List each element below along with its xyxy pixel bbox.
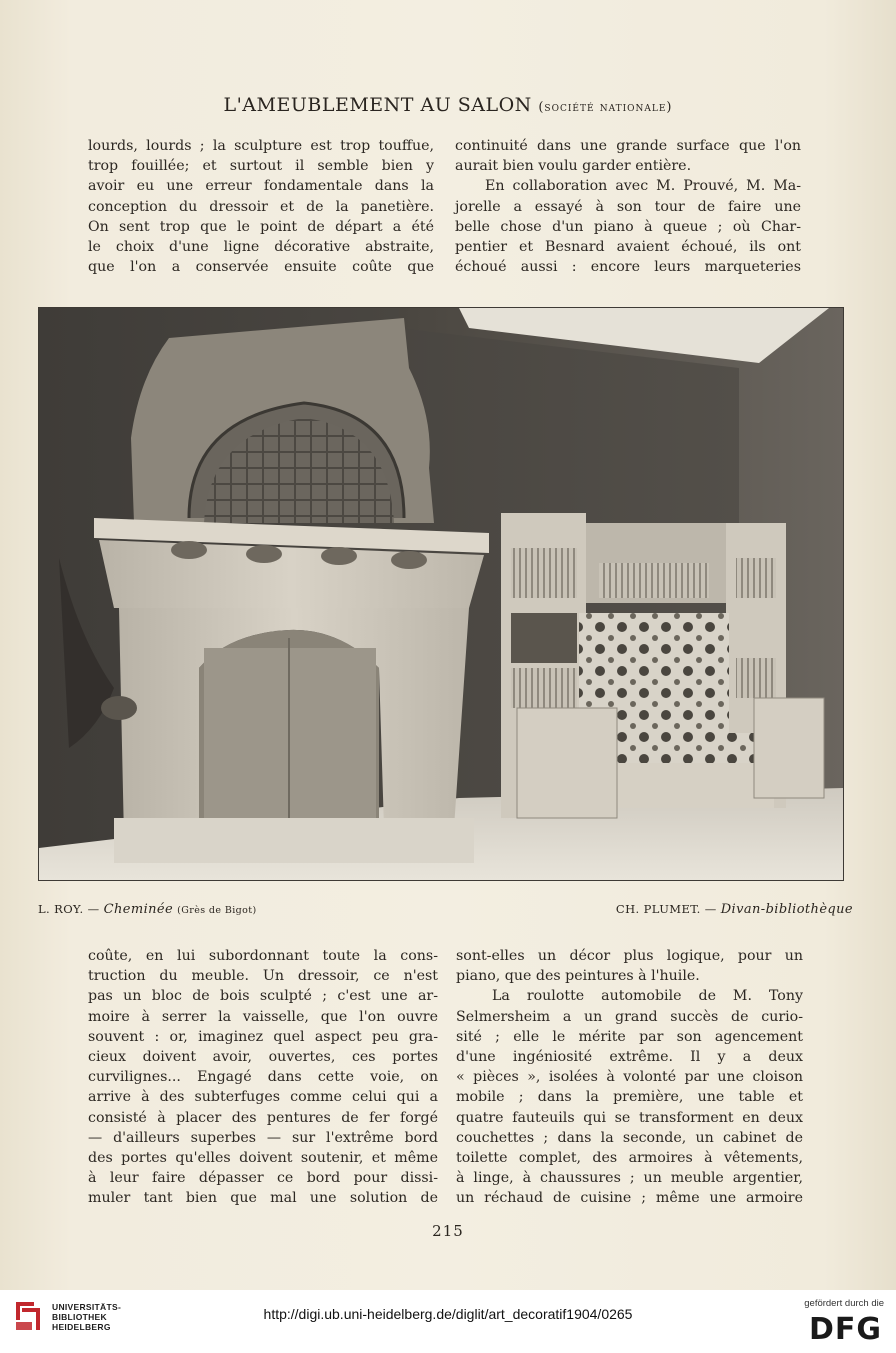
- running-head-title: L'AMEUBLEMENT AU SALON: [223, 94, 532, 116]
- text-line: cieux doivent avoir, ouvertes, ces portes: [88, 1049, 438, 1066]
- text-line: jorelle a essayé à son tour de faire une: [455, 198, 801, 215]
- text-line: On sent trop que le point de départ a été: [88, 218, 434, 235]
- text-line: sont-elles un décor plus logique, pour un: [456, 948, 803, 964]
- text-line: un réchaud de cuisine ; même une armoire: [456, 1190, 803, 1207]
- text-line: muler tant bien que mal une solution de: [88, 1190, 438, 1207]
- library-name-line: HEIDELBERG: [52, 1322, 111, 1332]
- text-line: à linge, à chaussures ; un meuble argentier,: [456, 1170, 803, 1187]
- text-line: que l'on a conservée ensuite coûte que: [88, 259, 434, 276]
- caption-left-note: (Grès de Bigot): [177, 905, 257, 916]
- digitization-footer: [0, 1290, 896, 1353]
- caption-right: [616, 902, 853, 917]
- text-line: couchettes ; dans la seconde, un cabinet de: [456, 1129, 803, 1146]
- dfg-logo: DFG: [808, 1312, 882, 1347]
- text-line: d'une ingéniosité extrême. Il y a deux: [456, 1049, 803, 1066]
- caption-left: [38, 902, 257, 917]
- running-head: [0, 94, 896, 116]
- text-line: à leur faire dépasser ce bord pour dissi-: [88, 1170, 438, 1187]
- text-line: curvilignes... Engagé dans cette voie, on: [88, 1069, 438, 1086]
- text-line: souvent : or, imaginez quel aspect peu gra-: [88, 1028, 438, 1045]
- text-line: Selmersheim a un grand succès de curio-: [456, 1008, 803, 1025]
- text-line: moire à serrer la vaisselle, que l'on ouvre: [88, 1008, 438, 1025]
- text-line: truction du meuble. Un dressoir, ce n'est: [88, 968, 438, 985]
- funded-by-label: gefördert durch die: [804, 1298, 884, 1309]
- photograph-plate: [38, 307, 844, 881]
- text-line: avoir eu une erreur fondamentale dans la: [88, 178, 434, 195]
- text-line: toilette complet, des armoires à vêtements,: [456, 1150, 803, 1167]
- caption-left-title: Cheminée: [103, 902, 174, 917]
- text-line: pas un bloc de bois sculpté ; c'est une ar-: [88, 988, 438, 1005]
- caption-right-title: Divan-bibliothèque: [720, 902, 853, 917]
- caption-left-author: L. ROY. —: [38, 902, 100, 916]
- text-line: mobile ; dans la première, une table et: [456, 1089, 803, 1106]
- text-line: « pièces », isolées à volonté par une cloison: [456, 1069, 803, 1086]
- caption-right-author: CH. PLUMET. —: [615, 902, 717, 916]
- library-name-line: UNIVERSITÄTS-: [52, 1302, 122, 1312]
- text-line: pentier et Besnard avaient échoué, ils ont: [455, 239, 801, 256]
- text-line: La roulotte automobile de M. Tony: [492, 988, 803, 1005]
- page-number: 215: [432, 1222, 464, 1240]
- text-line: des portes qu'elles doivent soutenir, et même: [88, 1150, 438, 1167]
- text-line: aurait bien voulu garder entière.: [455, 158, 692, 175]
- text-line: continuité dans une grande surface que l'on: [455, 138, 801, 154]
- text-line: En collaboration avec M. Prouvé, M. Ma-: [485, 178, 801, 195]
- top-right-column: [455, 136, 801, 277]
- text-line: lourds, lourds ; la sculpture est trop touffue,: [88, 138, 434, 154]
- bottom-right-column: [456, 946, 803, 1209]
- library-name-line: BIBLIOTHEK: [52, 1312, 107, 1322]
- running-head-subtitle: (société nationale): [538, 100, 673, 115]
- text-line: piano, que des peintures à l'huile.: [456, 968, 700, 985]
- text-line: coûte, en lui subordonnant toute la cons-: [88, 948, 438, 964]
- photograph-fireplace-and-divan: [39, 308, 843, 880]
- text-line: sité ; elle le mérite par son agencement: [456, 1028, 803, 1045]
- top-left-column: [88, 136, 434, 277]
- text-line: trop fouillée; et surtout il semble bien y: [88, 158, 434, 175]
- text-line: arrive à des subterfuges comme celui qui a: [88, 1089, 438, 1106]
- text-line: échoué aussi : encore leurs marqueteries: [455, 259, 801, 276]
- text-line: conception du dressoir et de la panetière.: [88, 198, 434, 215]
- text-line: consisté à placer des pentures de fer forgé: [88, 1109, 438, 1126]
- text-line: le choix d'une ligne décorative abstraite,: [88, 239, 434, 256]
- source-url-link[interactable]: http://digi.ub.uni-heidelberg.de/diglit/art_decoratif1904/0265: [263, 1306, 633, 1322]
- text-line: belle chose d'un piano à queue ; où Char-: [455, 218, 801, 235]
- text-line: quatre fauteuils qui se transforment en deux: [456, 1109, 803, 1126]
- bottom-left-column: [88, 946, 438, 1209]
- text-line: — d'ailleurs superbes — sur l'extrême bord: [88, 1129, 438, 1146]
